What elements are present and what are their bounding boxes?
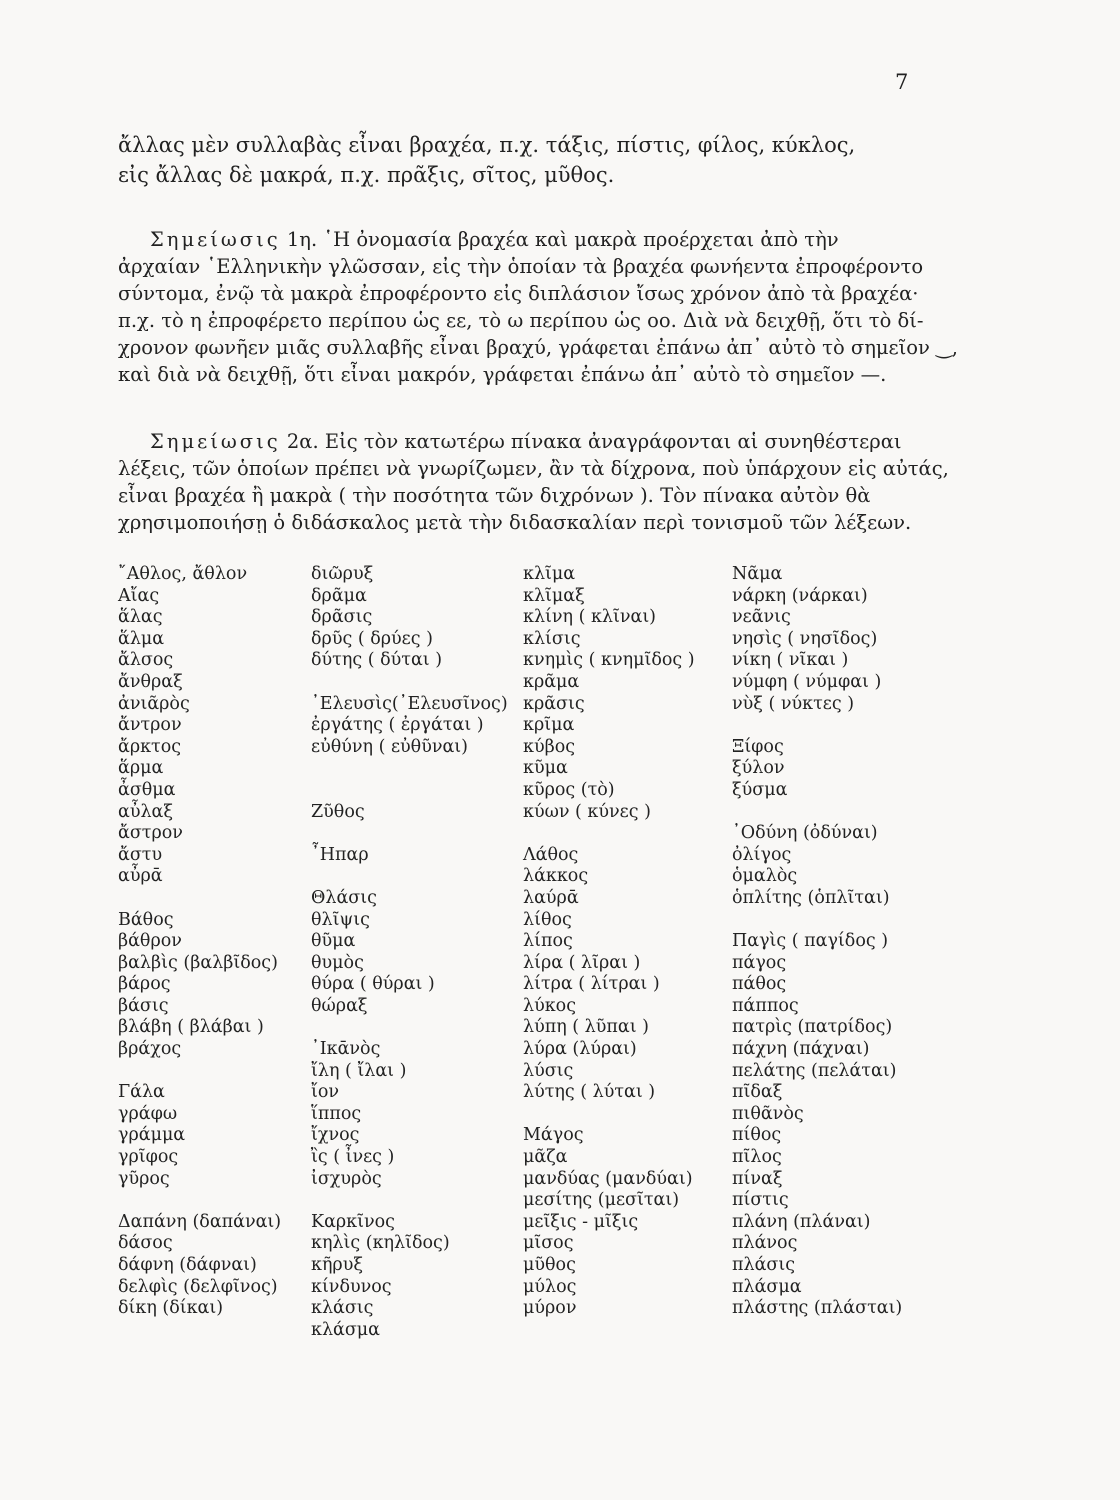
note-2-line: λέξεις, τῶν ὁποίων πρέπει νὰ γνωρίζωμεν, ἂν τὰ δίχρονα, ποὺ ὑπάρχουν εἰς αὐτάς, bbox=[118, 457, 949, 480]
word-entry: θύρα ( θύραι ) bbox=[311, 974, 435, 995]
word-entry: ᾿Ελευσὶς(᾿Ελευσῖνος) bbox=[311, 693, 508, 714]
word-entry: βράχος bbox=[118, 1039, 182, 1060]
intro-line: ἄλλας μὲν συλλαβὰς εἶναι βραχέα, π.χ. τάξις, πίστις, φίλος, κύκλος, bbox=[118, 133, 856, 157]
word-list-spacer bbox=[523, 823, 695, 845]
word-entry: νὺξ ( νύκτες ) bbox=[732, 693, 855, 714]
note-1-line: ἀρχαίαν ῾Ελληνικὴν γλῶσσαν, εἰς τὴν ὁποίαν τὰ βραχέα φωνήεντα ἐπροφέροντο bbox=[118, 255, 924, 278]
word-list-spacer bbox=[118, 1061, 281, 1083]
word-entry: δίκη (δίκαι) bbox=[118, 1298, 224, 1319]
word-entry: κῦμα bbox=[523, 758, 568, 779]
word-entry: λαύρᾱ bbox=[523, 887, 579, 908]
word-entry: δελφὶς (δελφῖνος) bbox=[118, 1276, 278, 1297]
word-entry: νεᾶνις bbox=[732, 607, 791, 628]
word-entry: θώραξ bbox=[311, 995, 368, 1016]
note-1-line: καὶ διὰ νὰ δειχθῇ, ὅτι εἶναι μακρόν, γράφεται ἐπάνω ἀπ᾿ αὐτὸ τὸ σημεῖον —. bbox=[118, 363, 887, 386]
intro-line: εἰς ἄλλας δὲ μακρά, π.χ. πρᾶξις, σῖτος, μῦθος. bbox=[118, 163, 615, 187]
word-entry: κύων ( κύνες ) bbox=[523, 801, 651, 822]
word-entry: ἄρκτος bbox=[118, 736, 182, 757]
word-entry: κλῖμαξ bbox=[523, 585, 585, 606]
word-entry: Νᾶμα bbox=[732, 564, 783, 584]
note-1-text: 1η. ῾Η ὀνομασία βραχέα καὶ μακρὰ προέρχεται ἀπὸ τὴν bbox=[286, 228, 839, 251]
word-entry: αὖλαξ bbox=[118, 801, 174, 822]
word-list-spacer bbox=[311, 823, 508, 845]
word-entry: Βάθος bbox=[118, 909, 174, 930]
word-column-3 bbox=[523, 564, 695, 1320]
word-entry: δύτης ( δύται ) bbox=[311, 650, 443, 671]
word-entry: πλάστης (πλάσται) bbox=[732, 1298, 903, 1319]
word-entry: νύμφη ( νύμφαι ) bbox=[732, 671, 882, 692]
word-entry: βαλβὶς (βαλβῖδος) bbox=[118, 952, 278, 973]
word-entry: πίστις bbox=[732, 1190, 789, 1211]
word-entry: ἀνιᾶρὸς bbox=[118, 693, 190, 714]
word-column-2 bbox=[311, 564, 508, 1341]
word-entry: πιθᾶνὸς bbox=[732, 1103, 804, 1124]
word-entry: δρᾶμα bbox=[311, 585, 367, 606]
word-entry: δρᾶσις bbox=[311, 607, 373, 628]
word-list-spacer bbox=[118, 1190, 281, 1212]
word-entry: Δαπάνη (δαπάναι) bbox=[118, 1211, 282, 1232]
word-entry: λάκκος bbox=[523, 866, 589, 887]
word-list-spacer bbox=[523, 1104, 695, 1126]
word-entry: ἄστρον bbox=[118, 823, 183, 844]
word-entry: πάθος bbox=[732, 974, 787, 995]
word-entry: κλῖμα bbox=[523, 564, 576, 584]
word-list-spacer bbox=[732, 802, 902, 824]
word-list-spacer bbox=[732, 715, 902, 737]
word-entry: Γάλα bbox=[118, 1082, 165, 1103]
word-column-4 bbox=[732, 564, 902, 1320]
word-entry: Μάγος bbox=[523, 1125, 584, 1146]
word-entry: θῦμα bbox=[311, 931, 356, 952]
word-entry: ὀλίγος bbox=[732, 844, 792, 865]
word-entry: βλάβη ( βλάβαι ) bbox=[118, 1017, 264, 1038]
word-entry: ᾿Οδύνη (ὀδύναι) bbox=[732, 823, 878, 844]
word-entry: ἄντρον bbox=[118, 715, 182, 736]
word-entry: ἆσθμα bbox=[118, 779, 176, 800]
word-entry: κλίνη ( κλῖναι) bbox=[523, 607, 657, 628]
word-list-spacer bbox=[311, 1190, 508, 1212]
word-entry: βάθρον bbox=[118, 931, 182, 952]
word-entry: λύσις bbox=[523, 1060, 574, 1081]
word-entry: πῖλος bbox=[732, 1147, 782, 1168]
word-entry: βάρος bbox=[118, 974, 171, 995]
note-2-line: χρησιμοποιήσῃ ὁ διδάσκαλος μετὰ τὴν διδασκαλίαν περὶ τονισμοῦ τῶν λέξεων. bbox=[118, 511, 912, 534]
word-entry: ἄνθραξ bbox=[118, 671, 183, 692]
word-entry: πάππος bbox=[732, 995, 799, 1016]
word-entry: πῖδαξ bbox=[732, 1082, 783, 1103]
word-entry: αὖρᾱ bbox=[118, 866, 163, 887]
word-entry: ἅλας bbox=[118, 607, 163, 628]
word-entry: κρᾶμα bbox=[523, 671, 580, 692]
word-entry: δάσος bbox=[118, 1233, 173, 1254]
word-entry: πίθος bbox=[732, 1125, 782, 1146]
word-entry: πάχνη (πάχναι) bbox=[732, 1039, 870, 1060]
word-entry: μανδύας (μανδύαι) bbox=[523, 1168, 693, 1189]
word-list-spacer bbox=[311, 758, 508, 780]
word-entry: νίκη ( νῖκαι ) bbox=[732, 650, 849, 671]
word-entry: πλάσις bbox=[732, 1255, 796, 1275]
word-entry: γρῖφος bbox=[118, 1147, 179, 1168]
word-entry: Ζῦθος bbox=[311, 801, 365, 822]
note-2-line: εἶναι βραχέα ἢ μακρὰ ( τὴν ποσότητα τῶν διχρόνων ). Τὸν πίνακα αὐτὸν θὰ bbox=[118, 484, 871, 507]
word-entry: Θλάσις bbox=[311, 887, 377, 908]
word-entry: κνημὶς ( κνημῖδος ) bbox=[523, 650, 695, 671]
word-entry: ἵππος bbox=[311, 1103, 362, 1124]
word-entry: μεῖξις - μῖξις bbox=[523, 1211, 639, 1232]
note-1-line: π.χ. τὸ η ἐπροφέρετο περίπου ὡς εε, τὸ ω περίπου ὡς οο. Διὰ νὰ δειχθῇ, ὅτι τὸ δί- bbox=[118, 309, 924, 332]
word-entry: πατρὶς (πατρίδος) bbox=[732, 1017, 893, 1038]
word-entry: ἰσχυρὸς bbox=[311, 1168, 382, 1189]
word-entry: μῦθος bbox=[523, 1255, 576, 1275]
word-entry: ἅρμα bbox=[118, 758, 164, 779]
word-entry: Καρκῖνος bbox=[311, 1211, 395, 1232]
word-entry: ᾿Ικᾱνὸς bbox=[311, 1039, 381, 1060]
word-entry: ἴλη ( ἴλαι ) bbox=[311, 1060, 407, 1081]
word-entry: λίρα ( λῖραι ) bbox=[523, 952, 641, 973]
note-2-first-line bbox=[118, 428, 918, 455]
word-entry: κῦρος (τὸ) bbox=[523, 779, 615, 800]
word-entry: ἴον bbox=[311, 1082, 340, 1103]
word-entry: λύρα (λύραι) bbox=[523, 1039, 637, 1060]
word-entry: ἲς ( ἶνες ) bbox=[311, 1147, 395, 1168]
page-number: 7 bbox=[895, 70, 909, 94]
word-entry: μεσίτης (μεσῖται) bbox=[523, 1190, 680, 1211]
word-entry: κύβος bbox=[523, 736, 576, 757]
note-1-line: σύντομα, ἐνῷ τὰ μακρὰ ἐπροφέροντο εἰς διπλάσιον ἴσως χρόνον ἀπὸ τὰ βραχέα· bbox=[118, 282, 919, 305]
word-entry: λίθος bbox=[523, 909, 572, 930]
word-entry: ξύσμα bbox=[732, 779, 788, 800]
word-entry: θυμὸς bbox=[311, 952, 364, 973]
word-entry: ἅλμα bbox=[118, 628, 165, 649]
word-entry: κηλὶς (κηλῖδος) bbox=[311, 1233, 450, 1254]
word-entry: κρῖμα bbox=[523, 715, 575, 736]
word-entry: ῏Ηπαρ bbox=[311, 844, 369, 865]
word-entry: ὁμαλὸς bbox=[732, 866, 798, 887]
word-entry: διῶρυξ bbox=[311, 564, 374, 584]
word-entry: πίναξ bbox=[732, 1168, 783, 1189]
word-entry: λίτρα ( λίτραι ) bbox=[523, 974, 660, 995]
word-list-spacer bbox=[311, 1017, 508, 1039]
word-entry: πλάσμα bbox=[732, 1276, 802, 1297]
word-list-spacer bbox=[311, 672, 508, 694]
word-entry: Παγὶς ( παγίδος ) bbox=[732, 931, 889, 952]
word-entry: βάσις bbox=[118, 995, 169, 1016]
word-entry: πάγος bbox=[732, 952, 787, 973]
word-entry: Λάθος bbox=[523, 844, 579, 865]
word-entry: λίπος bbox=[523, 931, 573, 952]
word-entry: νάρκη (νάρκαι) bbox=[732, 585, 868, 606]
word-entry: Ξίφος bbox=[732, 736, 784, 757]
word-entry: κλίσις bbox=[523, 628, 581, 649]
word-entry: μῖσος bbox=[523, 1233, 574, 1254]
word-entry: κλάσις bbox=[311, 1298, 374, 1319]
word-entry: μύρον bbox=[523, 1298, 577, 1319]
word-entry: εὐθύνη ( εὐθῦναι) bbox=[311, 736, 468, 757]
word-entry: πελάτης (πελάται) bbox=[732, 1060, 897, 1081]
word-entry: νησὶς ( νησῖδος) bbox=[732, 628, 878, 649]
word-entry: λύπη ( λῦπαι ) bbox=[523, 1017, 649, 1038]
word-entry: ὁπλίτης (ὁπλῖται) bbox=[732, 887, 890, 908]
word-list-spacer bbox=[311, 866, 508, 888]
word-entry: δάφνη (δάφναι) bbox=[118, 1255, 257, 1275]
note-2-paragraph bbox=[118, 428, 949, 536]
word-entry: λύκος bbox=[523, 995, 577, 1016]
word-entry: ῎Αθλος, ἄθλον bbox=[118, 564, 248, 584]
note-1-paragraph bbox=[118, 226, 958, 388]
note-1-label: Σημείωσις bbox=[150, 228, 281, 251]
intro-paragraph bbox=[118, 130, 918, 190]
word-entry: γῦρος bbox=[118, 1168, 170, 1189]
word-column-1 bbox=[118, 564, 281, 1320]
word-entry: ξύλον bbox=[732, 758, 785, 779]
word-entry: Αἴας bbox=[118, 585, 160, 606]
word-entry: λύτης ( λύται ) bbox=[523, 1082, 656, 1103]
word-entry: ἄστυ bbox=[118, 844, 163, 865]
word-entry: θλῖψις bbox=[311, 909, 370, 930]
word-entry: κρᾶσις bbox=[523, 693, 585, 714]
word-list-spacer bbox=[118, 888, 281, 910]
word-entry: ἄλσος bbox=[118, 650, 174, 671]
word-list-spacer bbox=[732, 910, 902, 932]
note-1-first-line bbox=[118, 226, 918, 253]
word-entry: μύλος bbox=[523, 1276, 577, 1297]
note-1-line: χρονον φωνῆεν μιᾶς συλλαβῆς εἶναι βραχύ, γράφεται ἐπάνω ἀπ᾿ αὐτὸ τὸ σημεῖον ‿, bbox=[118, 336, 958, 359]
word-list-table bbox=[118, 564, 938, 1374]
word-entry: δρῦς ( δρύες ) bbox=[311, 628, 433, 649]
word-entry: ἐργάτης ( ἐργάται ) bbox=[311, 715, 484, 736]
word-list-spacer bbox=[311, 780, 508, 802]
word-entry: κλάσμα bbox=[311, 1319, 380, 1340]
word-entry: μᾶζα bbox=[523, 1147, 568, 1168]
word-entry: πλάνος bbox=[732, 1233, 798, 1254]
word-entry: κίνδυνος bbox=[311, 1276, 392, 1297]
word-entry: γράφω bbox=[118, 1103, 178, 1124]
word-entry: κῆρυξ bbox=[311, 1255, 363, 1275]
word-entry: γράμμα bbox=[118, 1125, 186, 1146]
note-2-label: Σημείωσις bbox=[150, 430, 281, 453]
word-entry: πλάνη (πλάναι) bbox=[732, 1211, 871, 1232]
word-entry: ἴχνος bbox=[311, 1125, 360, 1146]
note-2-text: 2α. Εἰς τὸν κατωτέρω πίνακα ἀναγράφονται αἱ συνηθέστεραι bbox=[286, 430, 902, 453]
